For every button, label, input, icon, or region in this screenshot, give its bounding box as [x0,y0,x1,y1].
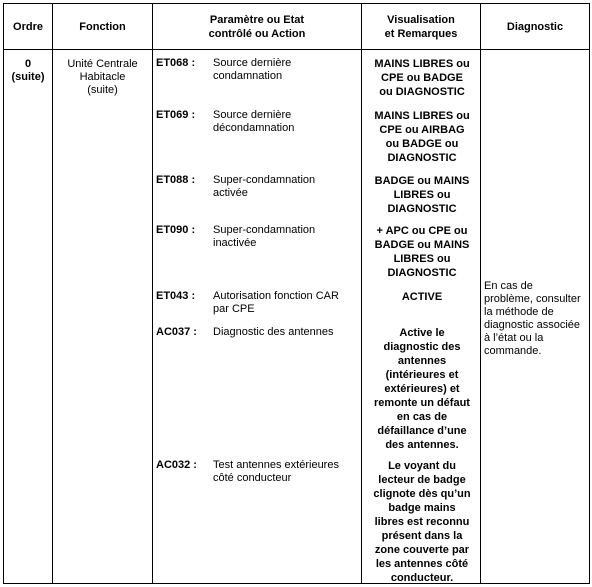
visualisation-remark: MAINS LIBRES ou CPE ou BADGE ou DIAGNOSTIC [374,58,470,98]
header-diagnostic: Diagnostic [506,20,564,33]
param-label: Diagnostic des antennes [213,326,334,338]
ordre-cell: 0 (suite) [11,58,45,83]
param-label: Super-condamnation inactivée [213,224,316,249]
fonction-cell: Unité Centrale Habitacle (suite) [67,58,138,96]
visualisation-remark: ACTIVE [401,291,443,303]
diagnostic-table [3,3,590,584]
visualisation-remark: MAINS LIBRES ou CPE ou AIRBAG ou BADGE ou DIAGNOSTIC [374,110,470,164]
param-code: AC032 : [156,459,197,471]
diagnostic-cell: En cas de problème, consulter la méthode de diagnostic associée à l’état ou la commande. [484,280,581,357]
header-fonction: Fonction [79,20,126,33]
param-code: ET068 : [156,57,196,69]
param-code: ET088 : [156,174,196,186]
param-code: ET069 : [156,109,196,121]
param-label: Source dernière condamnation [213,57,292,82]
header-visualisation: Visualisation et Remarques [384,13,458,40]
visualisation-remark: BADGE ou MAINS LIBRES ou DIAGNOSTIC [374,175,470,215]
header-parametre: Paramètre ou Etat contrôlé ou Action [208,13,306,40]
visualisation-remark: Le voyant du lecteur de badge clignote dès qu’un badge mains libres est reconnu présent dans la zone couverte par les antennes côté conducteur. [373,460,471,584]
column-divider [480,4,481,583]
param-label: Super-condamnation activée [213,174,316,199]
param-code: ET090 : [156,224,196,236]
param-label: Test antennes extérieures côté conducteur [213,459,339,484]
visualisation-remark: Active le diagnostic des antennes (intérieures et extérieures) et remonte un défaut en cas de défaillance d’une des antennes. [374,327,470,451]
header-ordre: Ordre [13,20,43,33]
param-code: AC037 : [156,326,197,338]
param-label: Source dernière décondamnation [213,109,295,134]
column-divider [152,4,153,583]
visualisation-remark: + APC ou CPE ou BADGE ou MAINS LIBRES ou DIAGNOSTIC [374,225,470,279]
param-label: Autorisation fonction CAR par CPE [213,290,339,315]
header-divider [4,49,589,50]
param-code: ET043 : [156,290,196,302]
